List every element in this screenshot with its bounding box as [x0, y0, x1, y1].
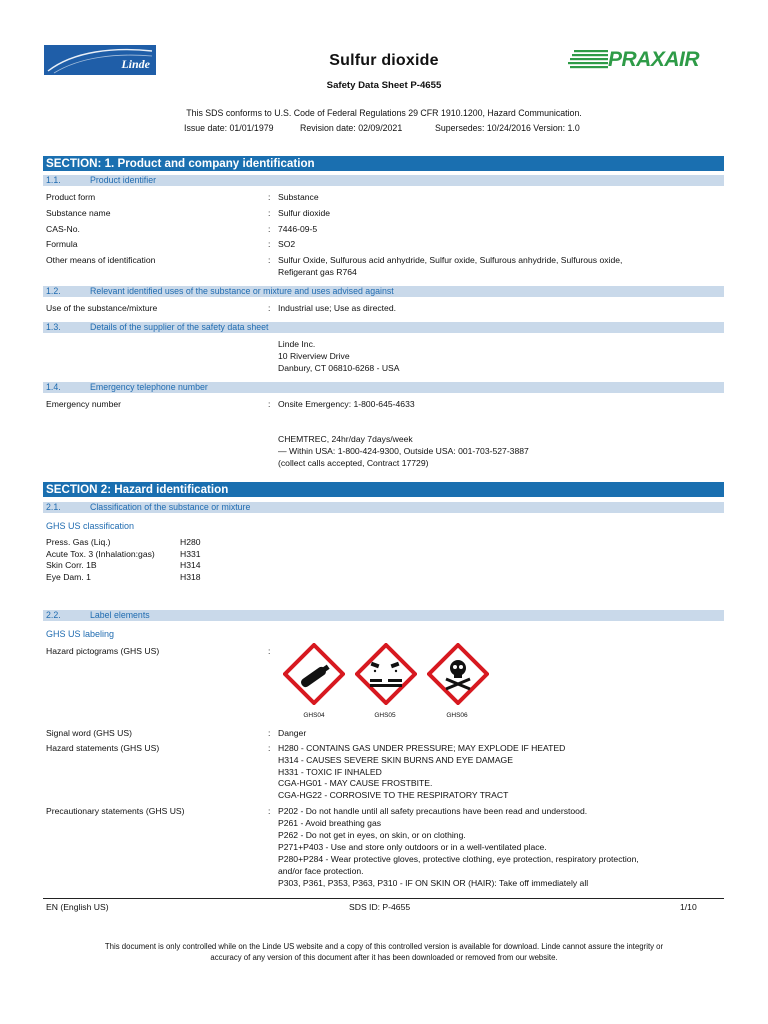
- colon: :: [268, 303, 271, 313]
- pictograms-label: Hazard pictograms (GHS US): [46, 646, 160, 656]
- linde-logo-text: Linde: [121, 57, 150, 71]
- cas-label: CAS-No.: [46, 224, 80, 234]
- colon: :: [268, 192, 271, 202]
- footer-sds-id: SDS ID: P-4655: [349, 902, 411, 912]
- precautionary-statement: P303, P361, P353, P363, P310 - IF ON SKIN OR (HAIR): Take off immediately all: [278, 878, 589, 888]
- use-label: Use of the substance/mixture: [46, 303, 158, 313]
- ghs-class-name: Skin Corr. 1B: [46, 560, 97, 571]
- section-1-header: SECTION: 1. Product and company identification: [43, 156, 724, 171]
- pictogram-code: GHS04: [303, 712, 325, 719]
- colon: :: [268, 806, 271, 816]
- subsection-2-1: [43, 502, 724, 513]
- subsection-number: 1.3.: [46, 322, 61, 332]
- revision-date: Revision date: 02/09/2021: [300, 123, 403, 133]
- precautionary-statement: P261 - Avoid breathing gas: [278, 818, 382, 828]
- supplier-street: 10 Riverview Drive: [278, 351, 350, 361]
- other-means-label: Other means of identification: [46, 255, 156, 265]
- ghs-class-row: [46, 560, 201, 572]
- praxair-logo-text: PRAXAIR: [608, 48, 700, 71]
- linde-logo: [44, 45, 156, 75]
- precautionary-statement: P271+P403 - Use and store only outdoors or in a well-ventilated place.: [278, 842, 547, 852]
- colon: :: [268, 399, 271, 409]
- subsection-label: Label elements: [90, 610, 150, 620]
- hazard-statements-label: Hazard statements (GHS US): [46, 743, 160, 753]
- supplier-city: Danbury, CT 06810-6268 - USA: [278, 363, 400, 373]
- ghs-class-code: H314: [180, 560, 201, 571]
- precautionary-statements-label: Precautionary statements (GHS US): [46, 806, 185, 816]
- document-subtitle: Safety Data Sheet P-4655: [326, 80, 442, 91]
- praxair-stripes-icon: [568, 48, 612, 72]
- chemtrec-line3: (collect calls accepted, Contract 17729): [278, 458, 429, 468]
- colon: :: [268, 255, 271, 265]
- praxair-logo: [568, 48, 718, 72]
- precautionary-statement: P202 - Do not handle until all safety precautions have been read and understood.: [278, 806, 588, 816]
- substance-name-label: Substance name: [46, 208, 111, 218]
- subsection-number: 2.1.: [46, 502, 61, 512]
- ghs-labeling-heading: GHS US labeling: [46, 629, 115, 639]
- precautionary-statement: and/or face protection.: [278, 866, 364, 876]
- subsection-label: Product identifier: [90, 175, 157, 185]
- other-means-value-line2: Refigerant gas R764: [278, 267, 357, 277]
- ghs-class-code: H280: [180, 537, 201, 547]
- precautionary-statement: P262 - Do not get in eyes, on skin, or on clothing.: [278, 830, 466, 840]
- ghs-class-code: H331: [180, 548, 201, 559]
- footer-page-number: 1/10: [680, 902, 697, 912]
- skull-crossbones-icon: [427, 643, 489, 705]
- substance-name-value: Sulfur dioxide: [278, 208, 331, 218]
- subsection-1-2: [43, 286, 724, 297]
- other-means-value-line1: Sulfur Oxide, Sulfurous acid anhydride, Sulfur oxide, Sulfurous anhydride, Sulfurous oxide,: [278, 255, 623, 265]
- subsection-label: Relevant identified uses of the substance or mixture and uses advised against: [90, 286, 394, 296]
- pictogram-code: GHS06: [446, 712, 468, 719]
- ghs-class-name: Press. Gas (Liq.): [46, 537, 111, 547]
- signal-word-label: Signal word (GHS US): [46, 728, 132, 738]
- hazard-statement: H331 - TOXIC IF INHALED: [278, 767, 382, 777]
- precautionary-statement: P280+P284 - Wear protective gloves, protective clothing, eye protection, respiratory protection,: [278, 854, 639, 864]
- chemtrec-line2: — Within USA: 1-800-424-9300, Outside USA: 001-703-527-3887: [278, 446, 529, 456]
- hazard-statement: CGA-HG22 - CORROSIVE TO THE RESPIRATORY TRACT: [278, 790, 509, 800]
- colon: :: [268, 646, 271, 656]
- footer-divider: [43, 898, 724, 899]
- ghs-classification-heading: GHS US classification: [46, 521, 135, 531]
- ghs-class-row: [46, 548, 201, 561]
- colon: :: [268, 208, 271, 218]
- subsection-label: Details of the supplier of the safety data sheet: [90, 322, 269, 332]
- formula-value: SO2: [278, 239, 296, 249]
- colon: :: [268, 728, 271, 738]
- section-2-header: SECTION 2: Hazard identification: [43, 482, 724, 497]
- ghs-class-row: [46, 537, 201, 549]
- ghs-class-code: H318: [180, 571, 201, 582]
- footer-language: EN (English US): [46, 902, 109, 912]
- hazard-statement: H314 - CAUSES SEVERE SKIN BURNS AND EYE DAMAGE: [278, 755, 513, 765]
- product-form-value: Substance: [278, 192, 319, 202]
- emergency-label: Emergency number: [46, 399, 121, 409]
- subsection-number: 1.2.: [46, 286, 61, 296]
- formula-label: Formula: [46, 239, 78, 249]
- hazard-statement: H280 - CONTAINS GAS UNDER PRESSURE; MAY EXPLODE IF HEATED: [278, 743, 566, 753]
- subsection-1-3: [43, 322, 724, 333]
- supplier-name: Linde Inc.: [278, 339, 316, 349]
- issue-date: Issue date: 01/01/1979: [184, 123, 274, 133]
- conformance-statement: This SDS conforms to U.S. Code of Federal Regulations 29 CFR 1910.1200, Hazard Communication.: [186, 108, 582, 118]
- product-form-label: Product form: [46, 192, 96, 202]
- ghs-classification-table: [46, 537, 246, 585]
- colon: :: [268, 743, 271, 753]
- emergency-value: Onsite Emergency: 1-800-645-4633: [278, 399, 415, 409]
- subsection-label: Classification of the substance or mixture: [90, 502, 251, 512]
- subsection-number: 2.2.: [46, 610, 61, 620]
- subsection-1-1: [43, 175, 724, 186]
- colon: :: [268, 224, 271, 234]
- subsection-number: 1.1.: [46, 175, 61, 185]
- gas-cylinder-icon: [283, 643, 345, 705]
- subsection-1-4: [43, 382, 724, 393]
- ghs-class-name: Acute Tox. 3 (Inhalation:gas): [46, 548, 155, 559]
- supersedes: Supersedes: 10/24/2016 Version: 1.0: [435, 123, 580, 133]
- signal-word-value: Danger: [278, 728, 307, 738]
- chemtrec-line1: CHEMTREC, 24hr/day 7days/week: [278, 434, 413, 444]
- subsection-number: 1.4.: [46, 382, 61, 392]
- colon: :: [268, 239, 271, 249]
- footer-disclaimer: [40, 941, 728, 963]
- corrosion-icon: [355, 643, 417, 705]
- disclaimer-line2: accuracy of any version of this document after it has been downloaded or removed from our website.: [210, 953, 558, 962]
- cas-value: 7446-09-5: [278, 224, 318, 234]
- document-title: Sulfur dioxide: [329, 52, 439, 69]
- ghs-class-row: [46, 571, 201, 584]
- ghs-class-name: Eye Dam. 1: [46, 571, 91, 582]
- subsection-2-2: [43, 610, 724, 621]
- subsection-label: Emergency telephone number: [90, 382, 208, 392]
- pictogram-code: GHS05: [374, 712, 396, 719]
- use-value: Industrial use; Use as directed.: [278, 303, 396, 313]
- disclaimer-line1: This document is only controlled while on the Linde US website and a copy of this controlled version is available for download. Linde cannot assure the integrity or: [104, 942, 664, 951]
- hazard-statement: CGA-HG01 - MAY CAUSE FROSTBITE.: [278, 778, 433, 788]
